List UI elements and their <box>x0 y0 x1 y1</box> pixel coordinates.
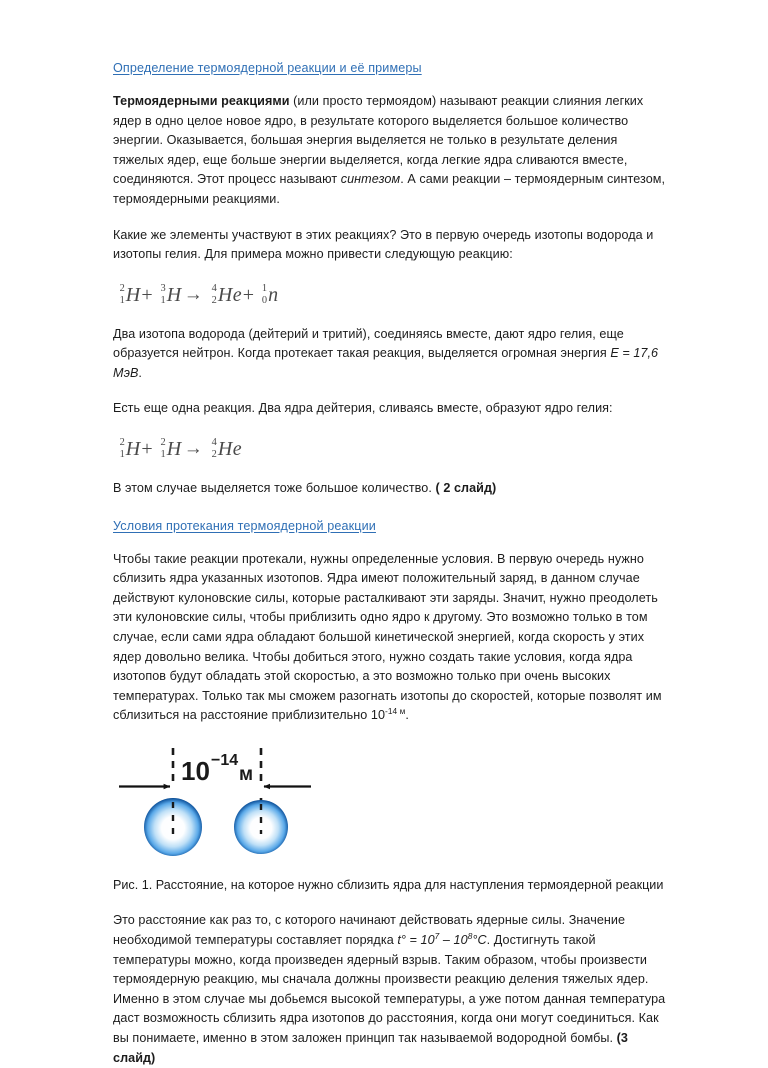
distance-unit-label: м <box>239 763 254 785</box>
slide-marker-3: (3 слайд) <box>113 1031 628 1065</box>
mass-number: 1 <box>261 282 268 294</box>
nuclide-superscript-subscript <box>113 439 125 460</box>
figure-caption: Рис. 1. Расстояние, на которое нужно сблизить ядра для наступления термоядерной реакции <box>113 877 664 892</box>
atomic-number: 2 <box>211 449 218 461</box>
paragraph-slide-2 <box>113 479 669 499</box>
temperature-exponent-2: 8 <box>467 930 473 941</box>
nuclei-distance-illustration <box>113 742 315 863</box>
element-symbol: n <box>268 283 279 306</box>
paragraph-conditions-text: Чтобы такие реакции протекали, нужны определенные условия. В первую очередь нужно сблизить ядра указанных изотопов. Ядра имеют положительный заряд, в данном случае действуют кулоновские силы, которые расталкивают эти заряды. Значит, нужно преодолеть эти кулоновские силы, чтобы приблизить одно ядро к другому. Это возможно только в том случае, если сами ядра обладают большой кинетической энергией, когда скорость у этих ядер довольно велика. Чтобы добиться этого, нужно создать такие условия, когда ядра изотопов будут обладать этой скоростью, а это возможно только при очень высоких температурах. Только так мы сможем разогнать изотопы до скоростей, которые позволят им сблизиться на расстояние приблизительно 10 <box>113 551 662 723</box>
paragraph-energy-text-b: . <box>138 365 142 380</box>
atomic-number: 2 <box>211 294 218 306</box>
heading-link-definition[interactable]: Определение термоядерной реакции и её примеры <box>113 61 422 75</box>
paragraph-temperature <box>113 911 669 1068</box>
mass-number: 4 <box>211 282 218 294</box>
paragraph-energy-text-a: Два изотопа водорода (дейтерий и тритий), соединяясь вместе, дают ядро гелия, еще образуется нейтрон. Когда протекает такая реакция, выделяется огромная энергия <box>113 326 624 361</box>
paragraph-definition-text-b: . А сами реакции – термоядерным синтезом, термоядерными реакциями. <box>113 172 666 206</box>
paragraph-lead-bold: Термоядерными реакциями <box>113 94 290 108</box>
element-symbol: H <box>125 437 141 460</box>
figure-nuclei-distance <box>113 742 315 863</box>
paragraph-conditions-period: . <box>405 708 409 723</box>
reaction-arrow-icon: → <box>183 438 204 460</box>
mass-number: 2 <box>119 437 126 449</box>
atomic-number: 1 <box>119 449 126 461</box>
nuclide-superscript-subscript <box>113 282 126 306</box>
nuclide-superscript-subscript <box>205 282 218 306</box>
paragraph-definition <box>113 92 669 210</box>
paragraph-second-reaction-intro: Есть еще одна реакция. Два ядра дейтерия, сливаясь вместе, образуют ядро гелия: <box>113 401 613 416</box>
slide-marker-2: ( 2 слайд) <box>435 480 497 495</box>
paragraph-energy-release <box>113 325 669 384</box>
paragraph-conditions <box>113 550 669 726</box>
formula-deuterium-deuterium <box>113 435 669 461</box>
plus-operator: + <box>141 437 154 460</box>
mass-number: 2 <box>119 282 126 294</box>
nuclide-superscript-subscript <box>205 439 217 460</box>
paragraph-elements: Какие же элементы участвуют в этих реакциях? Это в первую очередь изотопы водорода и изотопы гелия. Для примера можно привести следующую реакцию: <box>113 227 654 262</box>
plus-operator: + <box>242 283 255 306</box>
element-symbol: H <box>166 283 182 306</box>
mass-number: 3 <box>160 282 167 294</box>
distance-exponent: -14 м <box>385 706 406 717</box>
temperature-part-1: t° = 10 <box>397 933 435 948</box>
formula-deuterium-tritium <box>113 281 669 307</box>
paragraph-temperature-text-a: Это расстояние как раз то, с которого начинают действовать ядерные силы. Значение необходимой температуры составляет порядка <box>113 913 626 948</box>
heading-link-conditions[interactable]: Условия протекания термоядерной реакции <box>113 518 376 533</box>
atomic-number: 1 <box>160 449 167 461</box>
distance-exponent-label: −14 <box>211 751 239 769</box>
energy-value-italic: E = 17,6 МэВ <box>113 346 659 380</box>
element-symbol: H <box>166 437 182 460</box>
nuclide-superscript-subscript <box>154 282 167 306</box>
term-synthesis-italic: синтезом <box>340 172 401 187</box>
atomic-number: 1 <box>119 294 126 306</box>
temperature-part-2: – 10 <box>439 933 468 948</box>
distance-base-label: 10 <box>181 755 210 786</box>
temperature-exponent-1: 7 <box>434 930 440 941</box>
atomic-number: 1 <box>160 294 167 306</box>
plus-operator: + <box>141 283 154 306</box>
reaction-arrow-icon: → <box>183 284 204 306</box>
temperature-part-3: °C <box>472 933 487 948</box>
mass-number: 4 <box>211 437 218 449</box>
element-symbol: He <box>217 283 242 306</box>
temperature-value-italic <box>397 930 487 948</box>
element-symbol: He <box>217 437 242 460</box>
mass-number: 2 <box>160 437 167 449</box>
element-symbol: H <box>125 283 141 306</box>
paragraph-slide-2-text: В этом случае выделяется тоже большое количество. <box>113 480 436 495</box>
paragraph-temperature-text-b: . Достигнуть такой температуры можно, когда произведен ядерный взрыв. Таким образом, чтобы произвести термоядерную реакцию, мы сначала должны произвести реакцию деления тяжелых ядер. Именно в этом случае мы добьемся высокой температуры, а уже потом данная температура даст возможность сблизить ядра изотопов до расстояния, когда они могут соединиться. Как вы понимаете, именно в этом заложен принцип так называемой водородной бомбы. <box>113 933 666 1046</box>
atomic-number: 0 <box>261 294 268 306</box>
nuclide-superscript-subscript <box>255 282 268 306</box>
document-content <box>113 60 669 1068</box>
paragraph-definition-text-a: (или просто термоядом) называют реакции слияния легких ядер в одно целое новое ядро, в результате которого выделяется большое количество энергии. Оказывается, большая энергия выделяется не только в результате деления тяжелых ядер, еще больше энергии выделяется, когда легкие ядра сливаются вместе, соединяются. Этот процесс называют <box>113 94 644 187</box>
nuclide-superscript-subscript <box>154 439 166 460</box>
